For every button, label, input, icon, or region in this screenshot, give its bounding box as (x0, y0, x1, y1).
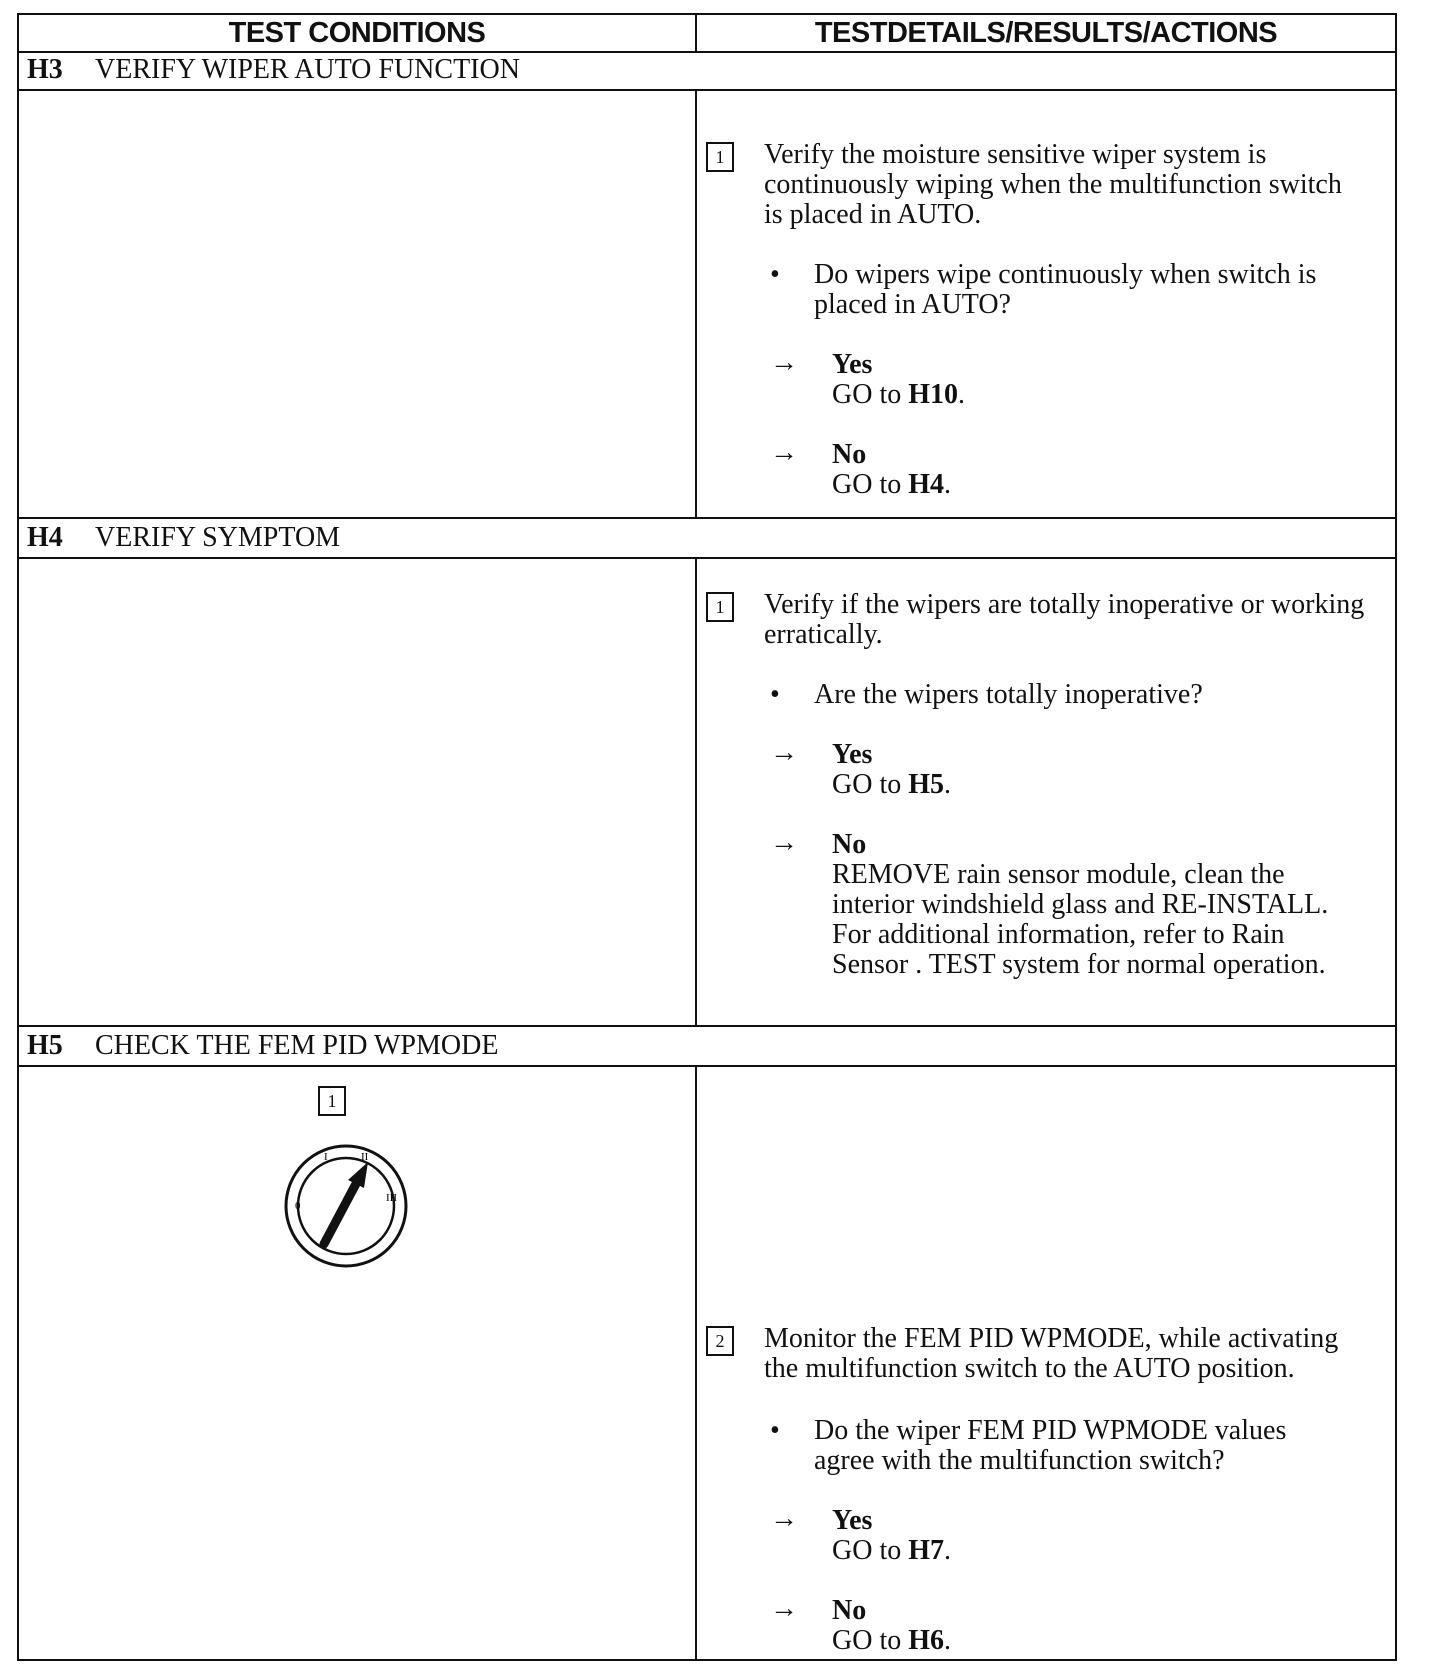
arrow-right-icon: → (770, 347, 798, 378)
section-h3-title (19, 51, 1395, 91)
answer-label: Yes (832, 1505, 873, 1536)
bullet-icon: • (770, 259, 780, 290)
answer-yes-h5 (770, 1503, 1370, 1566)
goto-link-h4[interactable]: H4 (908, 469, 945, 500)
header-test-details: TESTDETAILS/RESULTS/ACTIONS (814, 17, 1278, 49)
arrow-right-icon: → (770, 827, 798, 858)
section-code: H5 (27, 1030, 63, 1061)
question-h3 (770, 260, 1370, 320)
dial-label-1: I (324, 1151, 328, 1163)
answer-prefix: GO to (832, 1535, 909, 1566)
step-text: Verify the moisture sensitive wiper system is continuously wiping when the multifunction switch is placed in AUTO. (764, 139, 1342, 230)
step-number: 1 (706, 142, 734, 172)
section-h4-title (19, 519, 1395, 559)
answer-label: No (832, 439, 867, 470)
answer-yes-h4 (770, 737, 1370, 800)
dial-label-0: 0 (295, 1200, 301, 1212)
section-title: CHECK THE FEM PID WPMODE (95, 1030, 499, 1061)
section-code: H3 (27, 54, 63, 85)
dial-label-3: III (386, 1192, 397, 1204)
bullet-icon: • (770, 679, 780, 710)
answer-suffix: . (944, 1535, 952, 1566)
step-number: 1 (706, 592, 734, 622)
column-divider (695, 1067, 697, 1661)
answer-suffix: . (944, 469, 952, 500)
wiper-switch-dial-icon (280, 1140, 412, 1272)
answer-label: Yes (832, 739, 873, 770)
answer-text: REMOVE rain sensor module, clean the interior windshield glass and RE-INSTALL. For additional information, refer to Rain Sensor . TEST system for normal operation. (832, 859, 1329, 980)
section-title: VERIFY WIPER AUTO FUNCTION (95, 54, 520, 85)
answer-label: Yes (832, 349, 873, 380)
answer-suffix: . (958, 379, 966, 410)
answer-label: No (832, 829, 867, 860)
section-h5-title (19, 1027, 1395, 1067)
answer-no-h4 (770, 827, 1330, 980)
answer-no-h3 (770, 437, 1370, 500)
step-h5-2 (706, 1324, 1366, 1384)
goto-link-h5[interactable]: H5 (908, 769, 945, 800)
goto-link-h6[interactable]: H6 (908, 1625, 945, 1656)
arrow-right-icon: → (770, 437, 798, 468)
goto-link-h7[interactable]: H7 (908, 1535, 945, 1566)
arrow-right-icon: → (770, 1593, 798, 1624)
answer-prefix: GO to (832, 769, 909, 800)
header-divider (695, 15, 697, 53)
table-header (19, 15, 1395, 53)
step-text: Verify if the wipers are totally inoperative or working erratically. (764, 589, 1365, 650)
header-test-conditions: TEST CONDITIONS (228, 17, 486, 49)
answer-prefix: GO to (832, 379, 909, 410)
step-h3-1 (706, 140, 1366, 230)
question-h5 (770, 1416, 1330, 1476)
step-h4-1 (706, 590, 1366, 650)
answer-yes-h3 (770, 347, 1370, 410)
question-h4 (770, 680, 1370, 710)
bullet-icon: • (770, 1415, 780, 1446)
arrow-right-icon: → (770, 737, 798, 768)
answer-prefix: GO to (832, 469, 909, 500)
answer-no-h5 (770, 1593, 1370, 1656)
step-text: Monitor the FEM PID WPMODE, while activating the multifunction switch to the AUTO position. (764, 1323, 1339, 1384)
answer-suffix: . (944, 1625, 952, 1656)
dial-label-2: II (361, 1151, 369, 1163)
section-title: VERIFY SYMPTOM (95, 522, 341, 553)
arrow-right-icon: → (770, 1503, 798, 1534)
answer-label: No (832, 1595, 867, 1626)
question-text: Do the wiper FEM PID WPMODE values agree with the multifunction switch? (814, 1415, 1287, 1476)
answer-prefix: GO to (832, 1625, 909, 1656)
answer-suffix: . (944, 769, 952, 800)
question-text: Are the wipers totally inoperative? (814, 679, 1203, 710)
section-code: H4 (27, 522, 63, 553)
goto-link-h10[interactable]: H10 (908, 379, 959, 410)
step-number: 2 (706, 1326, 734, 1356)
illustration-step-number: 1 (318, 1086, 346, 1116)
question-text: Do wipers wipe continuously when switch is placed in AUTO? (814, 259, 1317, 320)
column-divider (695, 559, 697, 1027)
column-divider (695, 91, 697, 519)
